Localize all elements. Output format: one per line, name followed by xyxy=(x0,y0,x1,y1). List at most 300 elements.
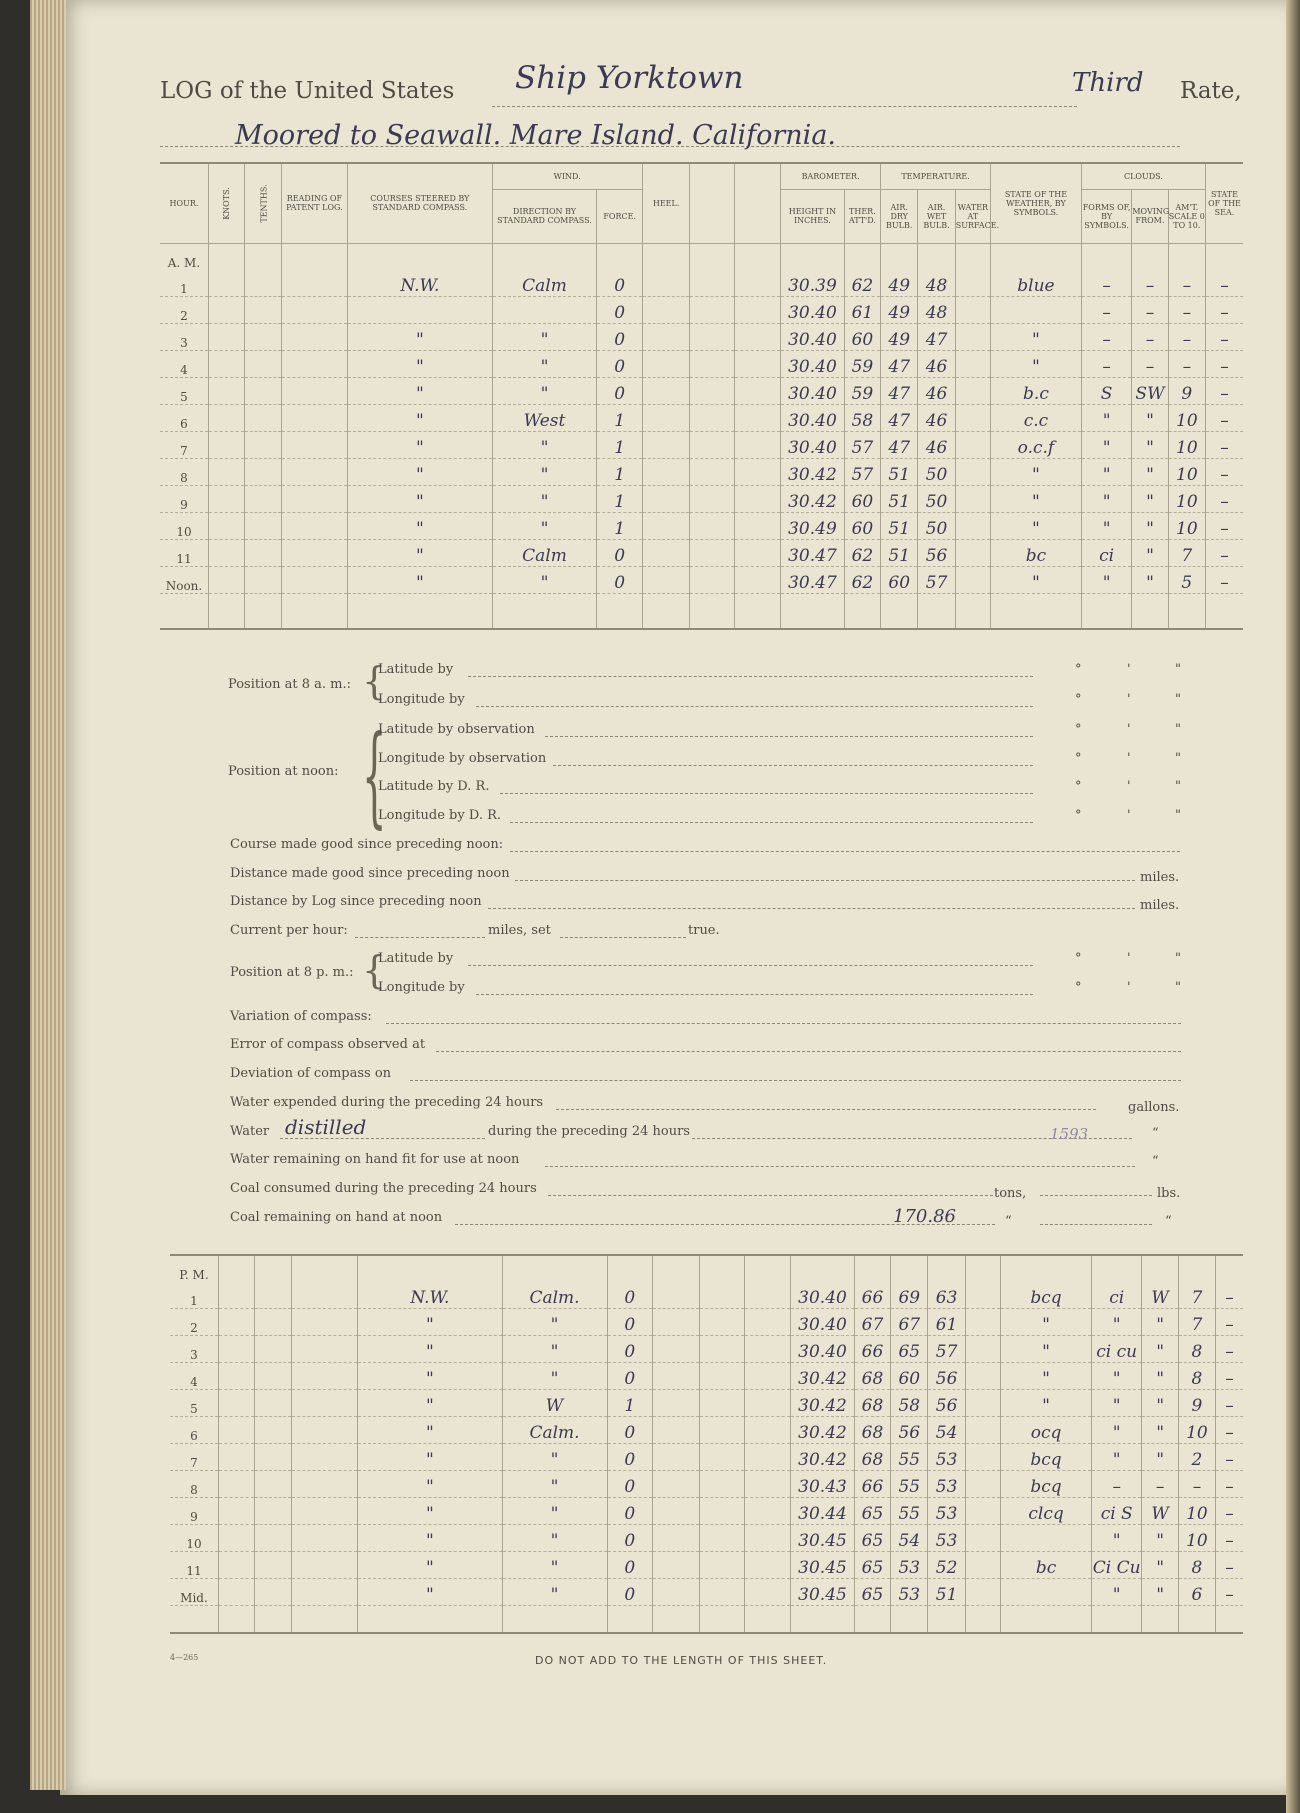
am-cell-hour: 2 xyxy=(160,296,208,323)
sheet-notice: DO NOT ADD TO THE LENGTH OF THIS SHEET. xyxy=(535,1654,828,1667)
am-cell-hour: 4 xyxy=(160,350,208,377)
am-cell-dir: " xyxy=(492,458,597,485)
long-8pm-deg-mark: ° xyxy=(1075,980,1082,995)
am-cell-wet: 50 xyxy=(918,458,955,485)
am-cell-dry: 60 xyxy=(881,566,918,593)
pm-cell-dir: " xyxy=(502,1471,607,1498)
lat-8am-deg-mark: ° xyxy=(1075,662,1082,677)
true-label: true. xyxy=(688,923,720,938)
am-cell-ther: 62 xyxy=(844,270,880,297)
pm-cell-dry: 55 xyxy=(891,1498,928,1525)
am-cell-course: " xyxy=(348,485,492,512)
am-cell-height: 30.40 xyxy=(781,431,845,458)
pm-cell-height: 30.42 xyxy=(791,1390,855,1417)
am-cell-hour: 10 xyxy=(160,512,208,539)
pm-log-row xyxy=(170,1444,1243,1471)
tons-unit: tons, xyxy=(994,1186,1027,1201)
pm-cell-ther: 65 xyxy=(854,1498,890,1525)
am-cell-amount: – xyxy=(1168,270,1205,297)
am-cell-wet: 50 xyxy=(918,512,955,539)
pm-cell-force: 0 xyxy=(607,1471,652,1498)
col-height: HEIGHT IN INCHES. xyxy=(781,189,845,243)
am-cell-dry: 51 xyxy=(881,458,918,485)
am-cell-sea: – xyxy=(1205,539,1243,566)
am-cell-force: 0 xyxy=(597,539,642,566)
pm-cell-weather: " xyxy=(1001,1363,1092,1390)
am-cell-moving: " xyxy=(1132,485,1168,512)
am-cell-ther: 59 xyxy=(844,350,880,377)
pm-cell-hour: 4 xyxy=(170,1363,218,1390)
am-log-row xyxy=(160,404,1243,431)
am-cell-course: " xyxy=(348,431,492,458)
am-cell-hour: 7 xyxy=(160,431,208,458)
am-cell-amount: 10 xyxy=(1168,485,1205,512)
col-air-dry: AIR. DRY BULB. xyxy=(881,189,918,243)
am-cell-course xyxy=(348,296,492,323)
pm-log-row xyxy=(170,1525,1243,1552)
variation-label: Variation of compass: xyxy=(230,1009,372,1024)
pm-cell-dir: " xyxy=(502,1336,607,1363)
am-log-row xyxy=(160,566,1243,593)
am-cell-height: 30.39 xyxy=(781,270,845,297)
pm-cell-forms: " xyxy=(1091,1579,1141,1606)
am-cell-sea: – xyxy=(1205,485,1243,512)
am-label: A. M. xyxy=(167,255,201,270)
am-rows xyxy=(160,243,1243,593)
am-cell-moving: " xyxy=(1132,431,1168,458)
am-cell-dir: " xyxy=(492,485,597,512)
am-cell-weather: " xyxy=(991,323,1082,350)
pm-cell-sea: – xyxy=(1216,1579,1243,1606)
pm-cell-ther: 65 xyxy=(854,1579,890,1606)
long-dr-deg-mark: ° xyxy=(1075,808,1082,823)
am-cell-weather: bc xyxy=(991,539,1082,566)
am-cell-moving: – xyxy=(1132,323,1168,350)
water-remaining-label: Water remaining on hand fit for use at noon xyxy=(230,1152,520,1167)
pm-cell-height: 30.45 xyxy=(791,1552,855,1579)
am-cell-dry: 47 xyxy=(881,377,918,404)
am-cell-moving: " xyxy=(1132,404,1168,431)
pm-cell-forms: " xyxy=(1091,1444,1141,1471)
pm-cell-course: " xyxy=(358,1417,502,1444)
pm-cell-sea: – xyxy=(1216,1498,1243,1525)
am-cell-amount: 10 xyxy=(1168,431,1205,458)
pm-cell-weather: bcq xyxy=(1001,1471,1092,1498)
am-cell-sea: – xyxy=(1205,350,1243,377)
am-cell-forms: " xyxy=(1081,431,1131,458)
am-cell-force: 0 xyxy=(597,296,642,323)
am-cell-wet: 46 xyxy=(918,350,955,377)
am-cell-dir: " xyxy=(492,377,597,404)
am-cell-amount: – xyxy=(1168,323,1205,350)
col-water-surface: WATER AT SURFACE. xyxy=(955,189,990,243)
pm-cell-sea: – xyxy=(1216,1444,1243,1471)
pm-cell-sea: – xyxy=(1216,1390,1243,1417)
pm-cell-hour: 6 xyxy=(170,1417,218,1444)
pm-cell-wet: 57 xyxy=(928,1336,965,1363)
col-wind-direction: DIRECTION BY STANDARD COMPASS. xyxy=(492,189,597,243)
pm-cell-hour: 8 xyxy=(170,1471,218,1498)
pm-cell-amount: 7 xyxy=(1178,1282,1215,1309)
long-dr-label: Longitude by D. R. xyxy=(378,808,501,823)
distance-log-label: Distance by Log since preceding noon xyxy=(230,894,482,909)
pm-cell-course: " xyxy=(358,1363,502,1390)
am-cell-wet: 48 xyxy=(918,296,955,323)
pm-rows xyxy=(170,1255,1243,1606)
am-cell-dry: 49 xyxy=(881,296,918,323)
pm-cell-hour: 10 xyxy=(170,1525,218,1552)
am-cell-moving: " xyxy=(1132,458,1168,485)
pm-cell-weather: bc xyxy=(1001,1552,1092,1579)
am-cell-weather: c.c xyxy=(991,404,1082,431)
pm-cell-forms: " xyxy=(1091,1525,1141,1552)
pos-noon-label: Position at noon: xyxy=(228,764,339,779)
pm-cell-forms: " xyxy=(1091,1363,1141,1390)
pm-cell-course: " xyxy=(358,1336,502,1363)
am-cell-height: 30.40 xyxy=(781,350,845,377)
lat-8pm-min-mark: ' xyxy=(1127,951,1131,966)
pm-cell-amount: 10 xyxy=(1178,1525,1215,1552)
am-cell-ther: 58 xyxy=(844,404,880,431)
col-blank-1 xyxy=(690,163,734,243)
am-cell-force: 1 xyxy=(597,458,642,485)
am-cell-hour: 8 xyxy=(160,458,208,485)
am-cell-dry: 47 xyxy=(881,350,918,377)
water-ditto: “ xyxy=(1152,1126,1159,1141)
pm-cell-height: 30.45 xyxy=(791,1579,855,1606)
pm-cell-weather: " xyxy=(1001,1336,1092,1363)
page-edges xyxy=(30,0,66,1790)
am-cell-hour: 6 xyxy=(160,404,208,431)
pm-cell-ther: 68 xyxy=(854,1417,890,1444)
am-cell-moving: " xyxy=(1132,539,1168,566)
book-background: LOG of the United States Ship Yorktown Third Rate, Moored to Seawall. Mare Island. California. HOUR. KNOTS. TENTHS. READING OF PATENT LOG. COURSES STEERED BY STANDARD COMPASS. WIND. HEEL. BAROMETER. TEMPERATURE. STATE OF THE WEATHER, BY SYMBOLS. CLOUDS. STATE OF THE SEA. DIRECTION BY STANDARD COMPASS. FORCE. HEIGHT IN INCHES. THER. ATT'D. AIR. DRY BULB. AIR. WET BULB. WATER AT SURFACE. FORMS OF, BY SYMBOLS. MOVING FROM. AM'T. SCALE 0 TO 10. A. M. 1 N.W. Calm 0 30.39 62 49 48 blue – – – – 2 0 30.40 61 49 48 – – – – 3 " " 0 30.40 60 49 47 " – – – – 4 " " 0 30.40 59 47 46 " – – – – 5 " " 0 30.40 59 47 46 b.c S SW 9 – 6 " West 1 30.40 58 47 46 c.c " " 10 – 7 " " 1 30.40 57 47 46 o.c.f " " 10 – 8 " " 1 30.42 57 51 50 " " " 10 – 9 " " 1 30.42 60 51 50 " " " 10 – 10 " " 1 30.49 60 51 50 " " " 10 – 11 " Calm 0 30.47 62 51 56 bc ci " 7 – Noon. " " 0 30.47 62 60 57 " " " 5 – Position at 8 a. m.: { Latitude by Longitude by Position at noon: { Latitude by observation Longitude by observation Latitude by D. R. Longitude by D. R. Course made good since preceding noon: Distance made good since preceding noon miles. Distance by Log since preceding noon miles. Current per hour: miles, set true. Position at 8 p. m.: { Latitude by Longitude by Variation of compass: Error of compass observed at Deviation of compass on Water expended during the preceding 24 hours gallons. Water distilled during the preceding 24 hours 1593 “ Water remaining on hand fit for use at noon “ Coal consumed during the preceding 24 hours tons, lbs. Coal remaining on hand at noon 170.86 “ “ ° ' " ° ' " ° ' " ° ' " ° ' " ° ' " ° ' " ° ' " P. M. 1 N.W. Calm. 0 30.40 66 69 63 bcq ci W 7 – 2 " " 0 30.40 67 67 61 " " " 7 – 3 " " 0 30.40 66 65 57 " ci cu " 8 – 4 " " 0 30.42 68 60 56 " " " 8 – 5 " W 1 30.42 68 58 56 " " " 9 – 6 " Calm. 0 30.42 68 56 54 ocq " " 10 – 7 " " 0 30.42 68 55 53 bcq " " 2 – 8 " " 0 30.43 66 55 53 bcq – – – – 9 " " 0 30.44 65 55 53 clcq ci S W 10 – 10 " " 0 30.45 65 54 53 " " 10 – 11 " " 0 30.45 65 53 52 bc Ci Cu " 8 – Mid. " " 0 30.45 65 53 51 " " 6 – 4—265 DO NOT ADD TO THE LENGTH OF THIS SHEET. xyxy=(0,0,1300,1813)
pm-cell-force: 0 xyxy=(607,1525,652,1552)
am-cell-force: 0 xyxy=(597,270,642,297)
am-cell-moving: " xyxy=(1132,512,1168,539)
am-log-row xyxy=(160,350,1243,377)
pm-cell-weather xyxy=(1001,1525,1092,1552)
pm-cell-moving: " xyxy=(1142,1309,1178,1336)
pm-cell-dir: " xyxy=(502,1444,607,1471)
pm-cell-ther: 68 xyxy=(854,1390,890,1417)
pm-cell-wet: 52 xyxy=(928,1552,965,1579)
lat-8pm-deg-mark: ° xyxy=(1075,951,1082,966)
am-cell-force: 1 xyxy=(597,404,642,431)
pm-cell-course: " xyxy=(358,1498,502,1525)
pm-cell-sea: – xyxy=(1216,1336,1243,1363)
col-moving: MOVING FROM. xyxy=(1132,189,1168,243)
am-cell-moving: " xyxy=(1132,566,1168,593)
ship-rate: Third xyxy=(1072,68,1144,98)
am-cell-course: " xyxy=(348,566,492,593)
pm-cell-course: " xyxy=(358,1444,502,1471)
lat-obs-min-mark: ' xyxy=(1127,722,1131,737)
col-tenths: TENTHS. xyxy=(245,163,281,243)
am-cell-course: " xyxy=(348,539,492,566)
pm-cell-sea: – xyxy=(1216,1282,1243,1309)
long-obs-sec-mark: " xyxy=(1175,751,1181,766)
distance-made-unit: miles. xyxy=(1140,870,1180,885)
col-hour: HOUR. xyxy=(160,163,208,243)
pm-cell-course: " xyxy=(358,1552,502,1579)
am-cell-height: 30.40 xyxy=(781,323,845,350)
pm-cell-moving: " xyxy=(1142,1552,1178,1579)
am-cell-weather: " xyxy=(991,458,1082,485)
pm-cell-amount: 10 xyxy=(1178,1417,1215,1444)
pm-cell-ther: 67 xyxy=(854,1309,890,1336)
col-ther: THER. ATT'D. xyxy=(844,189,880,243)
long-8pm-min-mark: ' xyxy=(1127,980,1131,995)
am-cell-wet: 46 xyxy=(918,404,955,431)
pm-cell-moving: " xyxy=(1142,1444,1178,1471)
am-log-row xyxy=(160,323,1243,350)
am-cell-dir: Calm xyxy=(492,539,597,566)
pm-cell-moving: – xyxy=(1142,1471,1178,1498)
am-log-table xyxy=(160,162,1243,630)
col-wind-force: FORCE. xyxy=(597,189,642,243)
gallons-unit: gallons. xyxy=(1128,1100,1180,1115)
pm-cell-ther: 66 xyxy=(854,1282,890,1309)
pm-cell-height: 30.45 xyxy=(791,1525,855,1552)
am-cell-dir: " xyxy=(492,431,597,458)
pm-cell-moving: W xyxy=(1142,1498,1178,1525)
pm-cell-dir: W xyxy=(502,1390,607,1417)
pm-log-row xyxy=(170,1282,1243,1309)
pm-cell-amount: 8 xyxy=(1178,1552,1215,1579)
pm-cell-force: 0 xyxy=(607,1444,652,1471)
long-dr-min-mark: ' xyxy=(1127,808,1131,823)
pm-cell-height: 30.43 xyxy=(791,1471,855,1498)
am-cell-sea: – xyxy=(1205,270,1243,297)
col-courses: COURSES STEERED BY STANDARD COMPASS. xyxy=(348,163,492,243)
lat-8am-label: Latitude by xyxy=(378,662,454,677)
long-8am-min-mark: ' xyxy=(1127,692,1131,707)
pm-cell-moving: " xyxy=(1142,1336,1178,1363)
pm-cell-height: 30.44 xyxy=(791,1498,855,1525)
am-cell-sea: – xyxy=(1205,404,1243,431)
am-cell-force: 1 xyxy=(597,512,642,539)
am-cell-height: 30.47 xyxy=(781,566,845,593)
pm-cell-force: 0 xyxy=(607,1363,652,1390)
am-cell-moving: – xyxy=(1132,270,1168,297)
coal-lbs-ditto: “ xyxy=(1165,1214,1172,1229)
pm-cell-wet: 53 xyxy=(928,1444,965,1471)
pm-cell-forms: " xyxy=(1091,1390,1141,1417)
am-cell-force: 0 xyxy=(597,350,642,377)
col-wind: WIND. xyxy=(492,163,642,189)
pm-cell-wet: 53 xyxy=(928,1498,965,1525)
brace-8am: { xyxy=(362,659,387,703)
col-amount: AM'T. SCALE 0 TO 10. xyxy=(1168,189,1205,243)
pm-cell-course: " xyxy=(358,1525,502,1552)
deviation-label: Deviation of compass on xyxy=(230,1066,392,1081)
long-dr-sec-mark: " xyxy=(1175,808,1181,823)
pm-cell-moving: " xyxy=(1142,1417,1178,1444)
am-cell-course: " xyxy=(348,458,492,485)
am-cell-amount: 10 xyxy=(1168,458,1205,485)
pm-cell-ther: 65 xyxy=(854,1552,890,1579)
pm-cell-dir: " xyxy=(502,1498,607,1525)
lat-obs-deg-mark: ° xyxy=(1075,722,1082,737)
am-cell-amount: – xyxy=(1168,296,1205,323)
pm-cell-weather: bcq xyxy=(1001,1444,1092,1471)
current-label: Current per hour: xyxy=(230,923,348,938)
am-cell-ther: 62 xyxy=(844,566,880,593)
am-cell-force: 0 xyxy=(597,377,642,404)
coal-ditto: “ xyxy=(1005,1214,1012,1229)
lat-obs-sec-mark: " xyxy=(1175,722,1181,737)
pm-cell-moving: W xyxy=(1142,1282,1178,1309)
pm-log-row xyxy=(170,1579,1243,1606)
pm-cell-force: 0 xyxy=(607,1309,652,1336)
coal-remaining-label: Coal remaining on hand at noon xyxy=(230,1210,443,1225)
pm-cell-dir: " xyxy=(502,1309,607,1336)
am-cell-force: 0 xyxy=(597,323,642,350)
am-cell-moving: SW xyxy=(1132,377,1168,404)
pm-log-row xyxy=(170,1498,1243,1525)
pm-cell-dry: 69 xyxy=(891,1282,928,1309)
am-cell-dir: West xyxy=(492,404,597,431)
pm-cell-wet: 56 xyxy=(928,1363,965,1390)
col-patent-log: READING OF PATENT LOG. xyxy=(281,163,348,243)
pm-cell-wet: 51 xyxy=(928,1579,965,1606)
am-cell-height: 30.40 xyxy=(781,377,845,404)
pm-cell-ther: 68 xyxy=(854,1363,890,1390)
long-obs-deg-mark: ° xyxy=(1075,751,1082,766)
error-label: Error of compass observed at xyxy=(230,1037,426,1052)
pm-cell-wet: 61 xyxy=(928,1309,965,1336)
pm-cell-force: 0 xyxy=(607,1579,652,1606)
pm-cell-amount: 7 xyxy=(1178,1309,1215,1336)
am-cell-dry: 47 xyxy=(881,431,918,458)
lat-dr-sec-mark: " xyxy=(1175,779,1181,794)
am-cell-force: 1 xyxy=(597,485,642,512)
am-cell-hour: 11 xyxy=(160,539,208,566)
pm-cell-moving: " xyxy=(1142,1390,1178,1417)
pm-cell-sea: – xyxy=(1216,1471,1243,1498)
am-cell-dir: Calm xyxy=(492,270,597,297)
pm-cell-amount: 8 xyxy=(1178,1363,1215,1390)
pos-8am-label: Position at 8 a. m.: xyxy=(228,677,351,692)
am-cell-course: N.W. xyxy=(348,270,492,297)
am-cell-forms: – xyxy=(1081,323,1131,350)
pm-cell-forms: ci S xyxy=(1091,1498,1141,1525)
am-cell-hour: 9 xyxy=(160,485,208,512)
pm-cell-weather xyxy=(1001,1579,1092,1606)
pm-cell-dry: 56 xyxy=(891,1417,928,1444)
water-label: Water xyxy=(230,1124,270,1139)
pm-cell-course: " xyxy=(358,1579,502,1606)
pm-cell-weather: bcq xyxy=(1001,1282,1092,1309)
am-cell-hour: Noon. xyxy=(160,566,208,593)
am-cell-weather: blue xyxy=(991,270,1082,297)
am-log-row xyxy=(160,539,1243,566)
lat-8am-sec-mark: " xyxy=(1175,662,1181,677)
am-log-row xyxy=(160,377,1243,404)
pm-cell-sea: – xyxy=(1216,1552,1243,1579)
pm-cell-height: 30.40 xyxy=(791,1309,855,1336)
pm-log-row xyxy=(170,1552,1243,1579)
pm-cell-weather: clcq xyxy=(1001,1498,1092,1525)
pm-cell-moving: " xyxy=(1142,1525,1178,1552)
am-log-row xyxy=(160,270,1243,297)
am-cell-dir: " xyxy=(492,566,597,593)
pm-cell-hour: 3 xyxy=(170,1336,218,1363)
pm-log-row xyxy=(170,1390,1243,1417)
pm-cell-dir: Calm. xyxy=(502,1417,607,1444)
am-cell-hour: 5 xyxy=(160,377,208,404)
col-forms: FORMS OF, BY SYMBOLS. xyxy=(1081,189,1131,243)
pm-cell-weather: ocq xyxy=(1001,1417,1092,1444)
pm-cell-dir: Calm. xyxy=(502,1282,607,1309)
pm-cell-force: 0 xyxy=(607,1498,652,1525)
am-log-row xyxy=(160,458,1243,485)
am-cell-wet: 46 xyxy=(918,431,955,458)
pm-cell-course: " xyxy=(358,1390,502,1417)
lat-8pm-label: Latitude by xyxy=(378,951,454,966)
am-cell-height: 30.49 xyxy=(781,512,845,539)
coal-remaining-value: 170.86 xyxy=(893,1206,956,1227)
am-cell-sea: – xyxy=(1205,377,1243,404)
am-cell-wet: 48 xyxy=(918,270,955,297)
pm-cell-height: 30.42 xyxy=(791,1363,855,1390)
am-cell-force: 0 xyxy=(597,566,642,593)
pm-cell-hour: 5 xyxy=(170,1390,218,1417)
col-blank-2 xyxy=(734,163,780,243)
am-cell-hour: 3 xyxy=(160,323,208,350)
lat-8pm-sec-mark: " xyxy=(1175,951,1181,966)
pm-cell-course: " xyxy=(358,1309,502,1336)
am-cell-dir xyxy=(492,296,597,323)
course-made-label: Course made good since preceding noon: xyxy=(230,837,504,852)
am-cell-ther: 60 xyxy=(844,323,880,350)
am-cell-sea: – xyxy=(1205,323,1243,350)
am-cell-sea: – xyxy=(1205,296,1243,323)
am-cell-height: 30.42 xyxy=(781,458,845,485)
am-cell-ther: 57 xyxy=(844,431,880,458)
am-cell-height: 30.47 xyxy=(781,539,845,566)
pm-log-row xyxy=(170,1336,1243,1363)
am-cell-weather: " xyxy=(991,350,1082,377)
am-cell-course: " xyxy=(348,377,492,404)
am-cell-amount: 10 xyxy=(1168,404,1205,431)
pm-cell-dry: 58 xyxy=(891,1390,928,1417)
am-log-row xyxy=(160,512,1243,539)
pm-cell-amount: 2 xyxy=(1178,1444,1215,1471)
pm-cell-weather: " xyxy=(1001,1309,1092,1336)
pm-cell-amount: 10 xyxy=(1178,1498,1215,1525)
col-sea: STATE OF THE SEA. xyxy=(1205,163,1243,243)
pm-cell-forms: Ci Cu xyxy=(1091,1552,1141,1579)
am-cell-ther: 62 xyxy=(844,539,880,566)
pos-8pm-label: Position at 8 p. m.: xyxy=(230,965,354,980)
pm-cell-hour: 9 xyxy=(170,1498,218,1525)
pm-cell-course: N.W. xyxy=(358,1282,502,1309)
pm-log-row xyxy=(170,1471,1243,1498)
am-log-row xyxy=(160,485,1243,512)
pm-cell-amount: 8 xyxy=(1178,1336,1215,1363)
pm-cell-sea: – xyxy=(1216,1309,1243,1336)
am-cell-force: 1 xyxy=(597,431,642,458)
am-cell-forms: – xyxy=(1081,350,1131,377)
pm-cell-hour: Mid. xyxy=(170,1579,218,1606)
pm-cell-ther: 66 xyxy=(854,1471,890,1498)
am-cell-amount: 7 xyxy=(1168,539,1205,566)
pm-cell-dry: 60 xyxy=(891,1363,928,1390)
am-cell-hour: 1 xyxy=(160,270,208,297)
pm-cell-forms: " xyxy=(1091,1309,1141,1336)
